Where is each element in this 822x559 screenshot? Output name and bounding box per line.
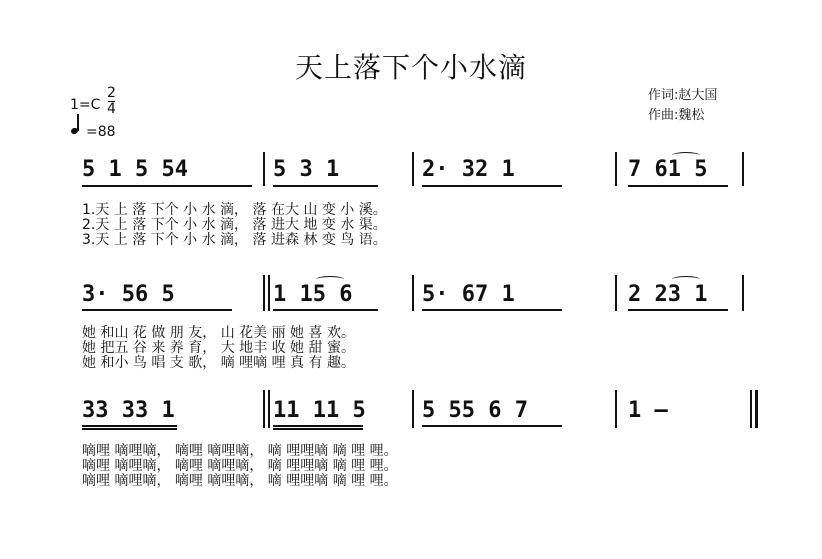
measure-4-notes: 7 61 5	[628, 157, 708, 182]
barline	[268, 275, 270, 311]
lyric-line: 2.天 上 落 下个 小 水 滴， 落 进大 地 变 水 渠。	[82, 217, 387, 233]
measure-9-notes: 33 33 1	[82, 398, 175, 423]
barline	[615, 390, 617, 428]
measure-3-notes: 2· 32 1	[422, 157, 515, 182]
time-signature	[107, 86, 116, 117]
measure-11-notes: 5 55 6 7	[422, 398, 528, 423]
song-title: 天上落下个小水滴	[294, 51, 527, 84]
barline	[268, 390, 270, 428]
composer-credit: 作曲:魏松	[648, 108, 705, 123]
beam-underline	[273, 425, 363, 427]
lyric-line: 嘀哩 嘀哩嘀， 嘀哩 嘀哩嘀， 嘀 哩哩嘀 嘀 哩 哩。	[82, 473, 398, 489]
barline	[263, 275, 265, 311]
final-barline-thick	[755, 390, 758, 428]
lyricist-credit: 作词:赵大国	[648, 88, 718, 103]
beam-underline	[628, 309, 728, 311]
slur-mark	[316, 276, 344, 283]
barline	[412, 152, 414, 186]
barline	[742, 275, 744, 311]
lyric-line: 她 和小 鸟 唱 支 歌， 嘀 哩嘀 哩 真 有 趣。	[82, 355, 355, 371]
beam-underline	[273, 185, 378, 187]
time-signature-top: 2	[107, 85, 116, 101]
barline	[263, 152, 265, 186]
slur-mark	[672, 276, 700, 283]
measure-2-notes: 5 3 1	[273, 157, 340, 182]
beam-underline	[82, 309, 232, 311]
final-barline-thin	[750, 390, 752, 428]
beam-underline	[422, 425, 562, 427]
measure-5-notes: 3· 56 5	[82, 282, 175, 307]
barline	[615, 275, 617, 311]
barline	[615, 152, 617, 186]
quarter-note-stem	[77, 114, 79, 131]
barline	[742, 152, 744, 186]
barline	[412, 275, 414, 311]
beam-underline	[273, 428, 363, 430]
measure-6-notes: 1 15 6	[273, 282, 353, 307]
lyric-line: 嘀哩 嘀哩嘀， 嘀哩 嘀哩嘀， 嘀 哩哩嘀 嘀 哩 哩。	[82, 443, 398, 459]
measure-8-notes: 2 23 1	[628, 282, 708, 307]
measure-1-notes: 5 1 5 54	[82, 157, 188, 182]
lyric-line: 3.天 上 落 下个 小 水 滴， 落 进森 林 变 鸟 语。	[82, 232, 387, 248]
measure-7-notes: 5· 67 1	[422, 282, 515, 307]
lyric-line: 她 把五 谷 来 养 育， 大 地丰 收 她 甜 蜜。	[82, 340, 355, 356]
beam-underline	[82, 185, 252, 187]
time-signature-bottom: 4	[107, 101, 116, 117]
tempo-marking: =88	[86, 124, 116, 140]
lyric-line: 她 和山 花 做 朋 友， 山 花美 丽 她 喜 欢。	[82, 325, 355, 341]
measure-12-notes: 1 –	[628, 398, 668, 423]
beam-underline	[82, 425, 177, 427]
lyric-line: 嘀哩 嘀哩嘀， 嘀哩 嘀哩嘀， 嘀 哩哩嘀 嘀 哩 哩。	[82, 458, 398, 474]
beam-underline	[628, 185, 728, 187]
slur-mark	[672, 152, 700, 159]
beam-underline	[422, 185, 562, 187]
lyric-line: 1.天 上 落 下个 小 水 滴， 落 在大 山 变 小 溪。	[82, 202, 387, 218]
beam-underline	[422, 309, 562, 311]
measure-10-notes: 11 11 5	[273, 398, 366, 423]
key-signature: 1=C	[70, 97, 101, 113]
barline	[412, 390, 414, 428]
beam-underline	[82, 428, 177, 430]
beam-underline	[273, 309, 378, 311]
barline	[263, 390, 265, 428]
